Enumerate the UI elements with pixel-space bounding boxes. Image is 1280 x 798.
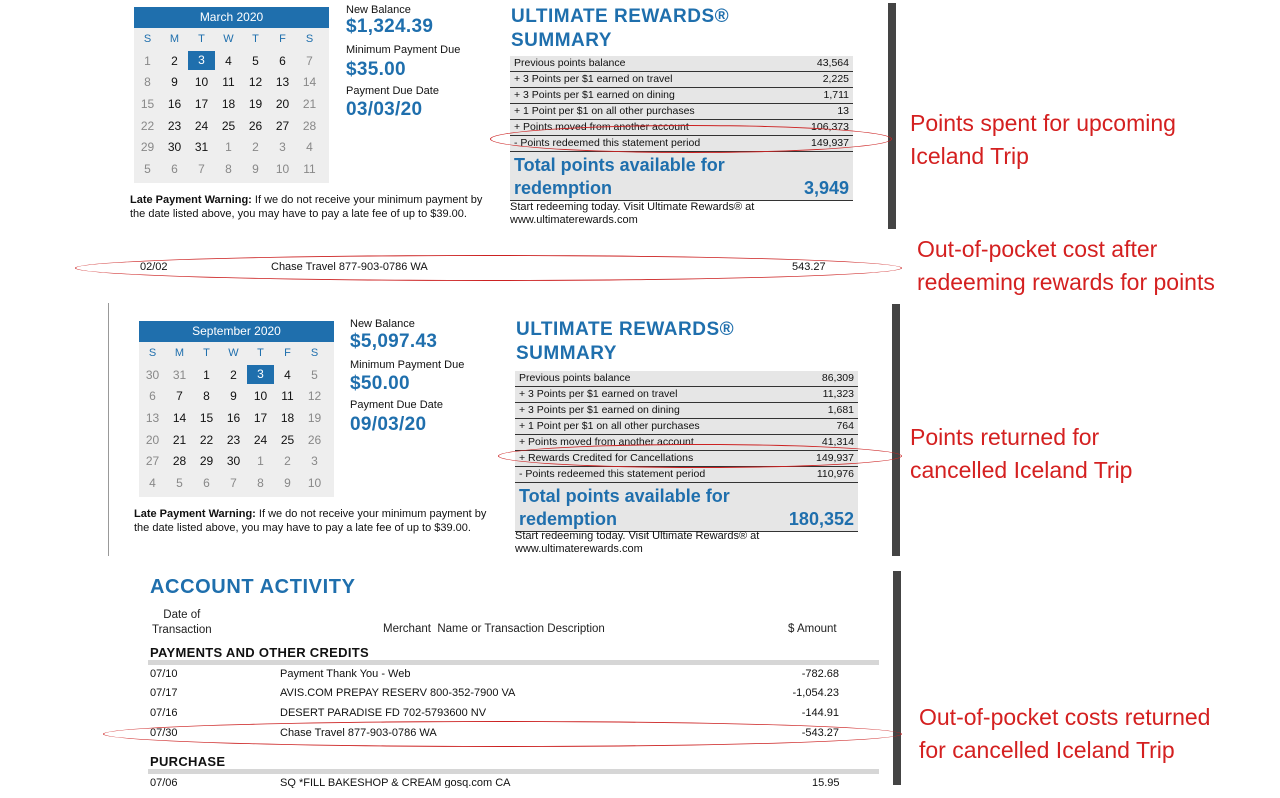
highlight-ellipse-chase-travel-credit	[103, 721, 902, 747]
calendar-day: 30	[226, 454, 241, 469]
calendar-day: 8	[203, 389, 210, 404]
partial-table-row	[0, 777, 900, 788]
calendar-day: 10	[275, 161, 290, 176]
calendar-day: 3	[247, 365, 274, 384]
transaction-date: 02/02	[140, 261, 168, 273]
calendar-day: 2	[230, 367, 237, 382]
new-balance-label: New Balance	[350, 318, 415, 330]
calendar-day: 6	[171, 161, 178, 176]
total-label-line1: Total points available for	[519, 486, 730, 506]
calendar-weekday-row	[139, 342, 334, 364]
calendar-day: 12	[248, 75, 263, 90]
rewards-row-label: + Rewards Credited for Cancellations	[519, 452, 694, 464]
calendar-day: 4	[225, 53, 232, 68]
calendar-week-row	[139, 429, 334, 451]
calendar-day: S	[143, 32, 152, 45]
calendar-day: 30	[167, 140, 182, 155]
calendar-day: 9	[252, 161, 259, 176]
rewards-row-value: 1,711	[823, 89, 849, 101]
annotation-line: for cancelled Iceland Trip	[919, 737, 1175, 763]
calendar-day: 5	[311, 367, 318, 382]
rewards-row-value: 110,976	[816, 468, 854, 480]
calendar-day: 24	[194, 118, 209, 133]
col-merchant-header: Merchant Name or Transaction Description	[383, 623, 605, 635]
rewards-row-label: Previous points balance	[514, 57, 626, 69]
rewards-row-value: 2,225	[822, 73, 849, 85]
rewards-row	[515, 387, 858, 403]
rewards-row-value: 43,564	[816, 57, 849, 69]
calendar-day: 6	[149, 389, 156, 404]
col-amount-header: $ Amount	[788, 623, 837, 635]
rewards-row-value: 149,937	[811, 137, 849, 149]
calendar-day: 5	[144, 161, 151, 176]
calendar-day: 9	[284, 475, 291, 490]
calendar-day: 21	[302, 96, 317, 111]
calendar-day: 23	[167, 118, 182, 133]
rewards-row-value: 1,681	[827, 404, 854, 416]
calendar-day: 2	[171, 53, 178, 68]
annotation-line: Out-of-pocket cost after	[917, 236, 1158, 262]
page-edge-bar	[888, 3, 896, 229]
annotation-points-returned	[910, 421, 1132, 487]
calendar-day: 22	[140, 118, 155, 133]
due-date-label: Payment Due Date	[346, 85, 439, 97]
calendar-day: 20	[145, 432, 160, 447]
calendar-day: M	[169, 32, 180, 45]
row-amount: 15.95	[812, 777, 840, 788]
row-amount: -782.68	[801, 668, 839, 680]
calendar-day: 16	[226, 410, 241, 425]
calendar-day: 4	[306, 140, 313, 155]
calendar-day: 9	[230, 389, 237, 404]
rewards-row	[515, 403, 858, 419]
purchase-section-title: PURCHASE	[150, 754, 226, 769]
calendar-day: 2	[252, 140, 259, 155]
calendar-day: 14	[302, 75, 317, 90]
calendar-week-row	[134, 71, 329, 93]
calendar-week-row	[139, 407, 334, 429]
page-edge-line	[108, 303, 109, 556]
calendar-month: March 2020	[134, 7, 329, 28]
calendar-day: 8	[144, 75, 151, 90]
calendar-day: 11	[222, 75, 235, 90]
calendar-day: W	[223, 32, 234, 45]
calendar-day: 24	[253, 432, 268, 447]
calendar-day: 20	[275, 96, 290, 111]
calendar-day: 10	[253, 389, 268, 404]
calendar-day: T	[198, 32, 205, 45]
min-payment-value: $35.00	[346, 59, 406, 80]
calendar-day: 11	[281, 389, 294, 404]
rewards-row-label: + 3 Points per $1 earned on travel	[519, 388, 678, 400]
calendar-day: 25	[280, 432, 295, 447]
rewards-row	[515, 371, 858, 387]
september-calendar	[139, 321, 334, 497]
calendar-week-row	[134, 115, 329, 137]
calendar-day: 26	[307, 432, 322, 447]
calendar-day: T	[257, 346, 264, 359]
calendar-day: 7	[230, 475, 237, 490]
row-date: 07/10	[150, 668, 178, 680]
transaction-amount: 543.27	[792, 261, 826, 273]
calendar-day: 9	[171, 75, 178, 90]
warning-text: If we do not receive your minimum payment by the date listed above, you may have to pay a late fee of up to $39.00.	[134, 508, 487, 534]
annotation-line: Out-of-pocket costs returned	[919, 704, 1211, 730]
calendar-day: 8	[225, 161, 232, 176]
new-balance-label: New Balance	[346, 4, 411, 16]
calendar-day: 2	[284, 454, 291, 469]
row-description: DESERT PARADISE FD 702-5793600 NV	[280, 707, 487, 719]
calendar-day: 18	[280, 410, 295, 425]
rewards-row	[510, 72, 853, 88]
calendar-day: 16	[167, 96, 182, 111]
rewards-row-value: 149,937	[816, 452, 854, 464]
calendar-week-row	[134, 158, 329, 180]
rewards-row	[510, 88, 853, 104]
late-payment-warning	[130, 193, 485, 229]
table-row	[0, 707, 900, 721]
min-payment-label: Minimum Payment Due	[346, 44, 461, 56]
calendar-day: 1	[257, 454, 264, 469]
calendar-day: 13	[275, 75, 290, 90]
calendar-day: 3	[279, 140, 286, 155]
col-date-line2: Transaction	[152, 624, 212, 636]
calendar-day: 7	[198, 161, 205, 176]
highlight-ellipse-points-redeemed	[490, 125, 892, 153]
rewards-total	[515, 483, 858, 532]
calendar-month: September 2020	[139, 321, 334, 342]
row-date: 07/06	[150, 777, 178, 788]
rewards-title	[511, 5, 729, 53]
row-description: AVIS.COM PREPAY RESERV 800-352-7900 VA	[280, 687, 516, 699]
calendar-day: 15	[140, 96, 155, 111]
calendar-day: 17	[253, 410, 268, 425]
calendar-day: 13	[145, 410, 160, 425]
calendar-day: 30	[145, 367, 160, 382]
rewards-row-label: - Points redeemed this statement period	[514, 137, 701, 149]
rewards-row-value: 764	[836, 420, 854, 432]
row-date: 07/30	[150, 727, 178, 739]
section-rule	[148, 660, 879, 665]
rewards-row-label: + Points moved from another account	[514, 121, 689, 133]
calendar-day: 21	[172, 432, 187, 447]
rewards-row-label: + 3 Points per $1 earned on dining	[514, 89, 675, 101]
row-amount: -1,054.23	[792, 687, 839, 699]
calendar-day: 12	[307, 389, 322, 404]
calendar-day: 8	[257, 475, 264, 490]
rewards-row-label: + 3 Points per $1 earned on dining	[519, 404, 680, 416]
calendar-day: 27	[275, 118, 290, 133]
rewards-row-value: 13	[837, 105, 849, 117]
rewards-title-line1: ULTIMATE REWARDS®	[511, 6, 730, 27]
annotation-points-spent	[910, 107, 1176, 173]
due-date-label: Payment Due Date	[350, 399, 443, 411]
col-date-header	[152, 608, 212, 638]
total-points-value: 3,949	[803, 178, 849, 198]
rewards-row-value: 86,309	[821, 372, 854, 384]
calendar-day: 15	[199, 410, 214, 425]
row-date: 07/17	[150, 687, 178, 699]
rewards-row-value: 41,314	[821, 436, 854, 448]
calendar-day: S	[305, 32, 314, 45]
rewards-row-label: + 1 Point per $1 on all other purchases	[514, 105, 695, 117]
calendar-day: 10	[307, 475, 322, 490]
rewards-total	[510, 152, 853, 201]
calendar-day: 5	[176, 475, 183, 490]
row-amount: -543.27	[801, 727, 839, 739]
rewards-title-line2: SUMMARY	[511, 30, 612, 51]
calendar-day: T	[203, 346, 210, 359]
rewards-row	[515, 467, 858, 483]
calendar-day: S	[148, 346, 157, 359]
rewards-title-line2: SUMMARY	[516, 343, 617, 364]
annotation-line: Iceland Trip	[910, 143, 1029, 169]
calendar-day: 28	[172, 454, 187, 469]
calendar-day: 29	[140, 140, 155, 155]
calendar-day: 25	[221, 118, 236, 133]
calendar-day: T	[252, 32, 259, 45]
annotation-line: cancelled Iceland Trip	[910, 457, 1133, 483]
section-rule	[148, 769, 879, 774]
calendar-day: 28	[302, 118, 317, 133]
rewards-note: Start redeeming today. Visit Ultimate Rewards® at www.ultimaterewards.com	[515, 530, 760, 555]
calendar-day: 10	[194, 75, 209, 90]
due-date-value: 09/03/20	[350, 414, 427, 435]
row-description: Chase Travel 877-903-0786 WA	[280, 727, 437, 739]
total-label-line1: Total points available for	[514, 155, 725, 175]
row-description: SQ *FILL BAKESHOP & CREAM gosq.com CA	[280, 777, 511, 788]
calendar-day: W	[228, 346, 239, 359]
highlight-ellipse-chase-travel-charge	[75, 255, 902, 281]
row-date: 07/16	[150, 707, 178, 719]
calendar-day: 31	[172, 367, 187, 382]
row-description: Payment Thank You - Web	[280, 668, 411, 680]
rewards-title-line1: ULTIMATE REWARDS®	[516, 319, 735, 340]
calendar-day: 5	[252, 53, 259, 68]
warning-title: Late Payment Warning:	[134, 508, 256, 520]
rewards-row-label: Previous points balance	[519, 372, 631, 384]
calendar-day: 26	[248, 118, 263, 133]
calendar-day: 17	[194, 96, 209, 111]
calendar-day: 11	[303, 161, 316, 176]
warning-text: If we do not receive your minimum payment by the date listed above, you may have to pay a late fee of up to $39.00.	[130, 194, 483, 220]
calendar-day: 23	[226, 432, 241, 447]
page-edge-bar	[893, 571, 901, 785]
calendar-day: 4	[284, 367, 291, 382]
total-points-value: 180,352	[788, 509, 854, 529]
rewards-row-label: + 3 Points per $1 earned on travel	[514, 73, 673, 85]
calendar-day: 4	[149, 475, 156, 490]
calendar-weekday-row	[134, 28, 329, 50]
rewards-row-label: + Points moved from another account	[519, 436, 694, 448]
calendar-day: 1	[203, 367, 210, 382]
rewards-row	[510, 104, 853, 120]
rewards-row-label: - Points redeemed this statement period	[519, 468, 706, 480]
calendar-week-row	[139, 450, 334, 472]
rewards-row	[515, 419, 858, 435]
calendar-day: 6	[279, 53, 286, 68]
calendar-day: 18	[221, 96, 236, 111]
new-balance-value: $1,324.39	[346, 16, 434, 37]
rewards-row	[510, 56, 853, 72]
highlight-ellipse-rewards-credited	[498, 444, 902, 468]
total-label-line2: redemption	[519, 509, 618, 529]
annotation-out-of-pocket-cost	[917, 233, 1215, 299]
account-activity-title: ACCOUNT ACTIVITY	[150, 576, 356, 598]
min-payment-value: $50.00	[350, 373, 410, 394]
calendar-day: 1	[225, 140, 232, 155]
calendar-day: 7	[176, 389, 183, 404]
transaction-description: Chase Travel 877-903-0786 WA	[271, 261, 428, 273]
new-balance-value: $5,097.43	[350, 331, 438, 352]
annotation-line: Points returned for	[910, 424, 1100, 450]
late-payment-warning	[134, 507, 489, 551]
rewards-row-value: 106,373	[811, 121, 849, 133]
calendar-day: 6	[203, 475, 210, 490]
annotation-line: Points spent for upcoming	[910, 110, 1176, 136]
calendar-day: 3	[188, 51, 215, 70]
min-payment-label: Minimum Payment Due	[350, 359, 465, 371]
calendar-week-row	[139, 364, 334, 386]
row-amount: -144.91	[801, 707, 839, 719]
calendar-day: M	[174, 346, 185, 359]
annotation-line: redeeming rewards for points	[917, 269, 1215, 295]
col-date-line1: Date of	[163, 609, 201, 621]
rewards-row-label: + 1 Point per $1 on all other purchases	[519, 420, 700, 432]
calendar-day: 7	[306, 53, 313, 68]
rewards-note: Start redeeming today. Visit Ultimate Rewards® at www.ultimaterewards.com	[510, 201, 755, 226]
march-calendar	[134, 7, 329, 183]
annotation-costs-returned	[919, 701, 1210, 767]
calendar-week-row	[134, 50, 329, 72]
calendar-week-row	[134, 136, 329, 158]
rewards-title	[516, 318, 734, 366]
warning-title: Late Payment Warning:	[130, 194, 252, 206]
calendar-day: 19	[248, 96, 263, 111]
calendar-day: F	[284, 346, 291, 359]
calendar-week-row	[139, 385, 334, 407]
table-row	[0, 687, 900, 701]
calendar-week-row	[139, 472, 334, 494]
calendar-day: 14	[172, 410, 187, 425]
calendar-day: 31	[194, 140, 209, 155]
table-row	[0, 668, 900, 682]
calendar-day: 22	[199, 432, 214, 447]
calendar-day: 1	[144, 53, 151, 68]
rewards-row-value: 11,323	[822, 388, 854, 400]
calendar-day: S	[310, 346, 319, 359]
calendar-day: F	[279, 32, 286, 45]
calendar-day: 29	[199, 454, 214, 469]
calendar-day: 3	[311, 454, 318, 469]
due-date-value: 03/03/20	[346, 99, 423, 120]
calendar-week-row	[134, 93, 329, 115]
total-label-line2: redemption	[514, 178, 613, 198]
page-edge-bar	[892, 304, 900, 556]
calendar-day: 19	[307, 410, 322, 425]
calendar-day: 27	[145, 454, 160, 469]
payments-section-title: PAYMENTS AND OTHER CREDITS	[150, 645, 369, 660]
